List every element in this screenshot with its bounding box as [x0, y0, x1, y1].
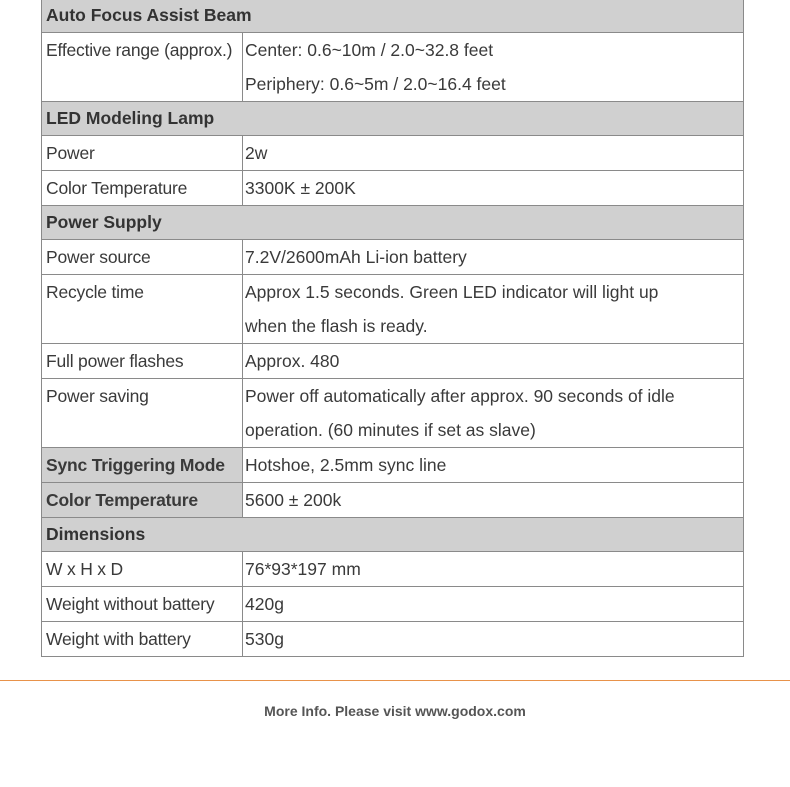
value-line: Approx 1.5 seconds. Green LED indicator will light up: [245, 282, 659, 302]
row-label: Color Temperature: [42, 483, 243, 518]
value-line: operation. (60 minutes if set as slave): [245, 420, 536, 440]
row-label: Effective range (approx.): [42, 33, 243, 102]
table-row: [42, 483, 744, 518]
row-label: Weight with battery: [42, 622, 243, 657]
table-row: [42, 379, 744, 448]
row-value: 76*93*197 mm: [243, 552, 744, 587]
table-row: [42, 33, 744, 102]
table-row: [42, 552, 744, 587]
row-label: Power saving: [42, 379, 243, 448]
table-row: [42, 240, 744, 275]
row-value: 420g: [243, 587, 744, 622]
footer-divider: [0, 680, 790, 681]
section-header-supply: [42, 206, 744, 240]
table-row: [42, 275, 744, 344]
value-line: when the flash is ready.: [245, 316, 428, 336]
section-header-af: [42, 0, 744, 33]
row-value: 530g: [243, 622, 744, 657]
row-label: Power: [42, 136, 243, 171]
row-value: [243, 275, 744, 344]
value-line: Power off automatically after approx. 90 seconds of idle: [245, 386, 675, 406]
table-row: [42, 587, 744, 622]
spec-table: [41, 0, 744, 657]
row-value: 3300K ± 200K: [243, 171, 744, 206]
row-label: Recycle time: [42, 275, 243, 344]
range-center: Center: 0.6~10m / 2.0~32.8 feet: [245, 40, 494, 60]
section-header-dimensions: [42, 518, 744, 552]
row-value: 7.2V/2600mAh Li-ion battery: [243, 240, 744, 275]
table-row: [42, 344, 744, 379]
section-title: Dimensions: [42, 518, 744, 552]
row-label: Color Temperature: [42, 171, 243, 206]
section-header-led: [42, 102, 744, 136]
range-periphery: Periphery: 0.6~5m / 2.0~16.4 feet: [245, 74, 506, 94]
row-label: W x H x D: [42, 552, 243, 587]
section-title: Power Supply: [42, 206, 744, 240]
table-row: [42, 622, 744, 657]
row-value: Hotshoe, 2.5mm sync line: [243, 448, 744, 483]
row-label: Full power flashes: [42, 344, 243, 379]
section-title: Auto Focus Assist Beam: [42, 0, 744, 33]
row-value: Approx. 480: [243, 344, 744, 379]
section-title: LED Modeling Lamp: [42, 102, 744, 136]
row-value: 2w: [243, 136, 744, 171]
row-label: Power source: [42, 240, 243, 275]
table-row: [42, 136, 744, 171]
table-row: [42, 448, 744, 483]
row-value: 5600 ± 200k: [243, 483, 744, 518]
table-row: [42, 171, 744, 206]
row-value: [243, 379, 744, 448]
row-label: Sync Triggering Mode: [42, 448, 243, 483]
row-label: Weight without battery: [42, 587, 243, 622]
row-value: [243, 33, 744, 102]
footer-text: More Info. Please visit www.godox.com: [264, 703, 526, 719]
